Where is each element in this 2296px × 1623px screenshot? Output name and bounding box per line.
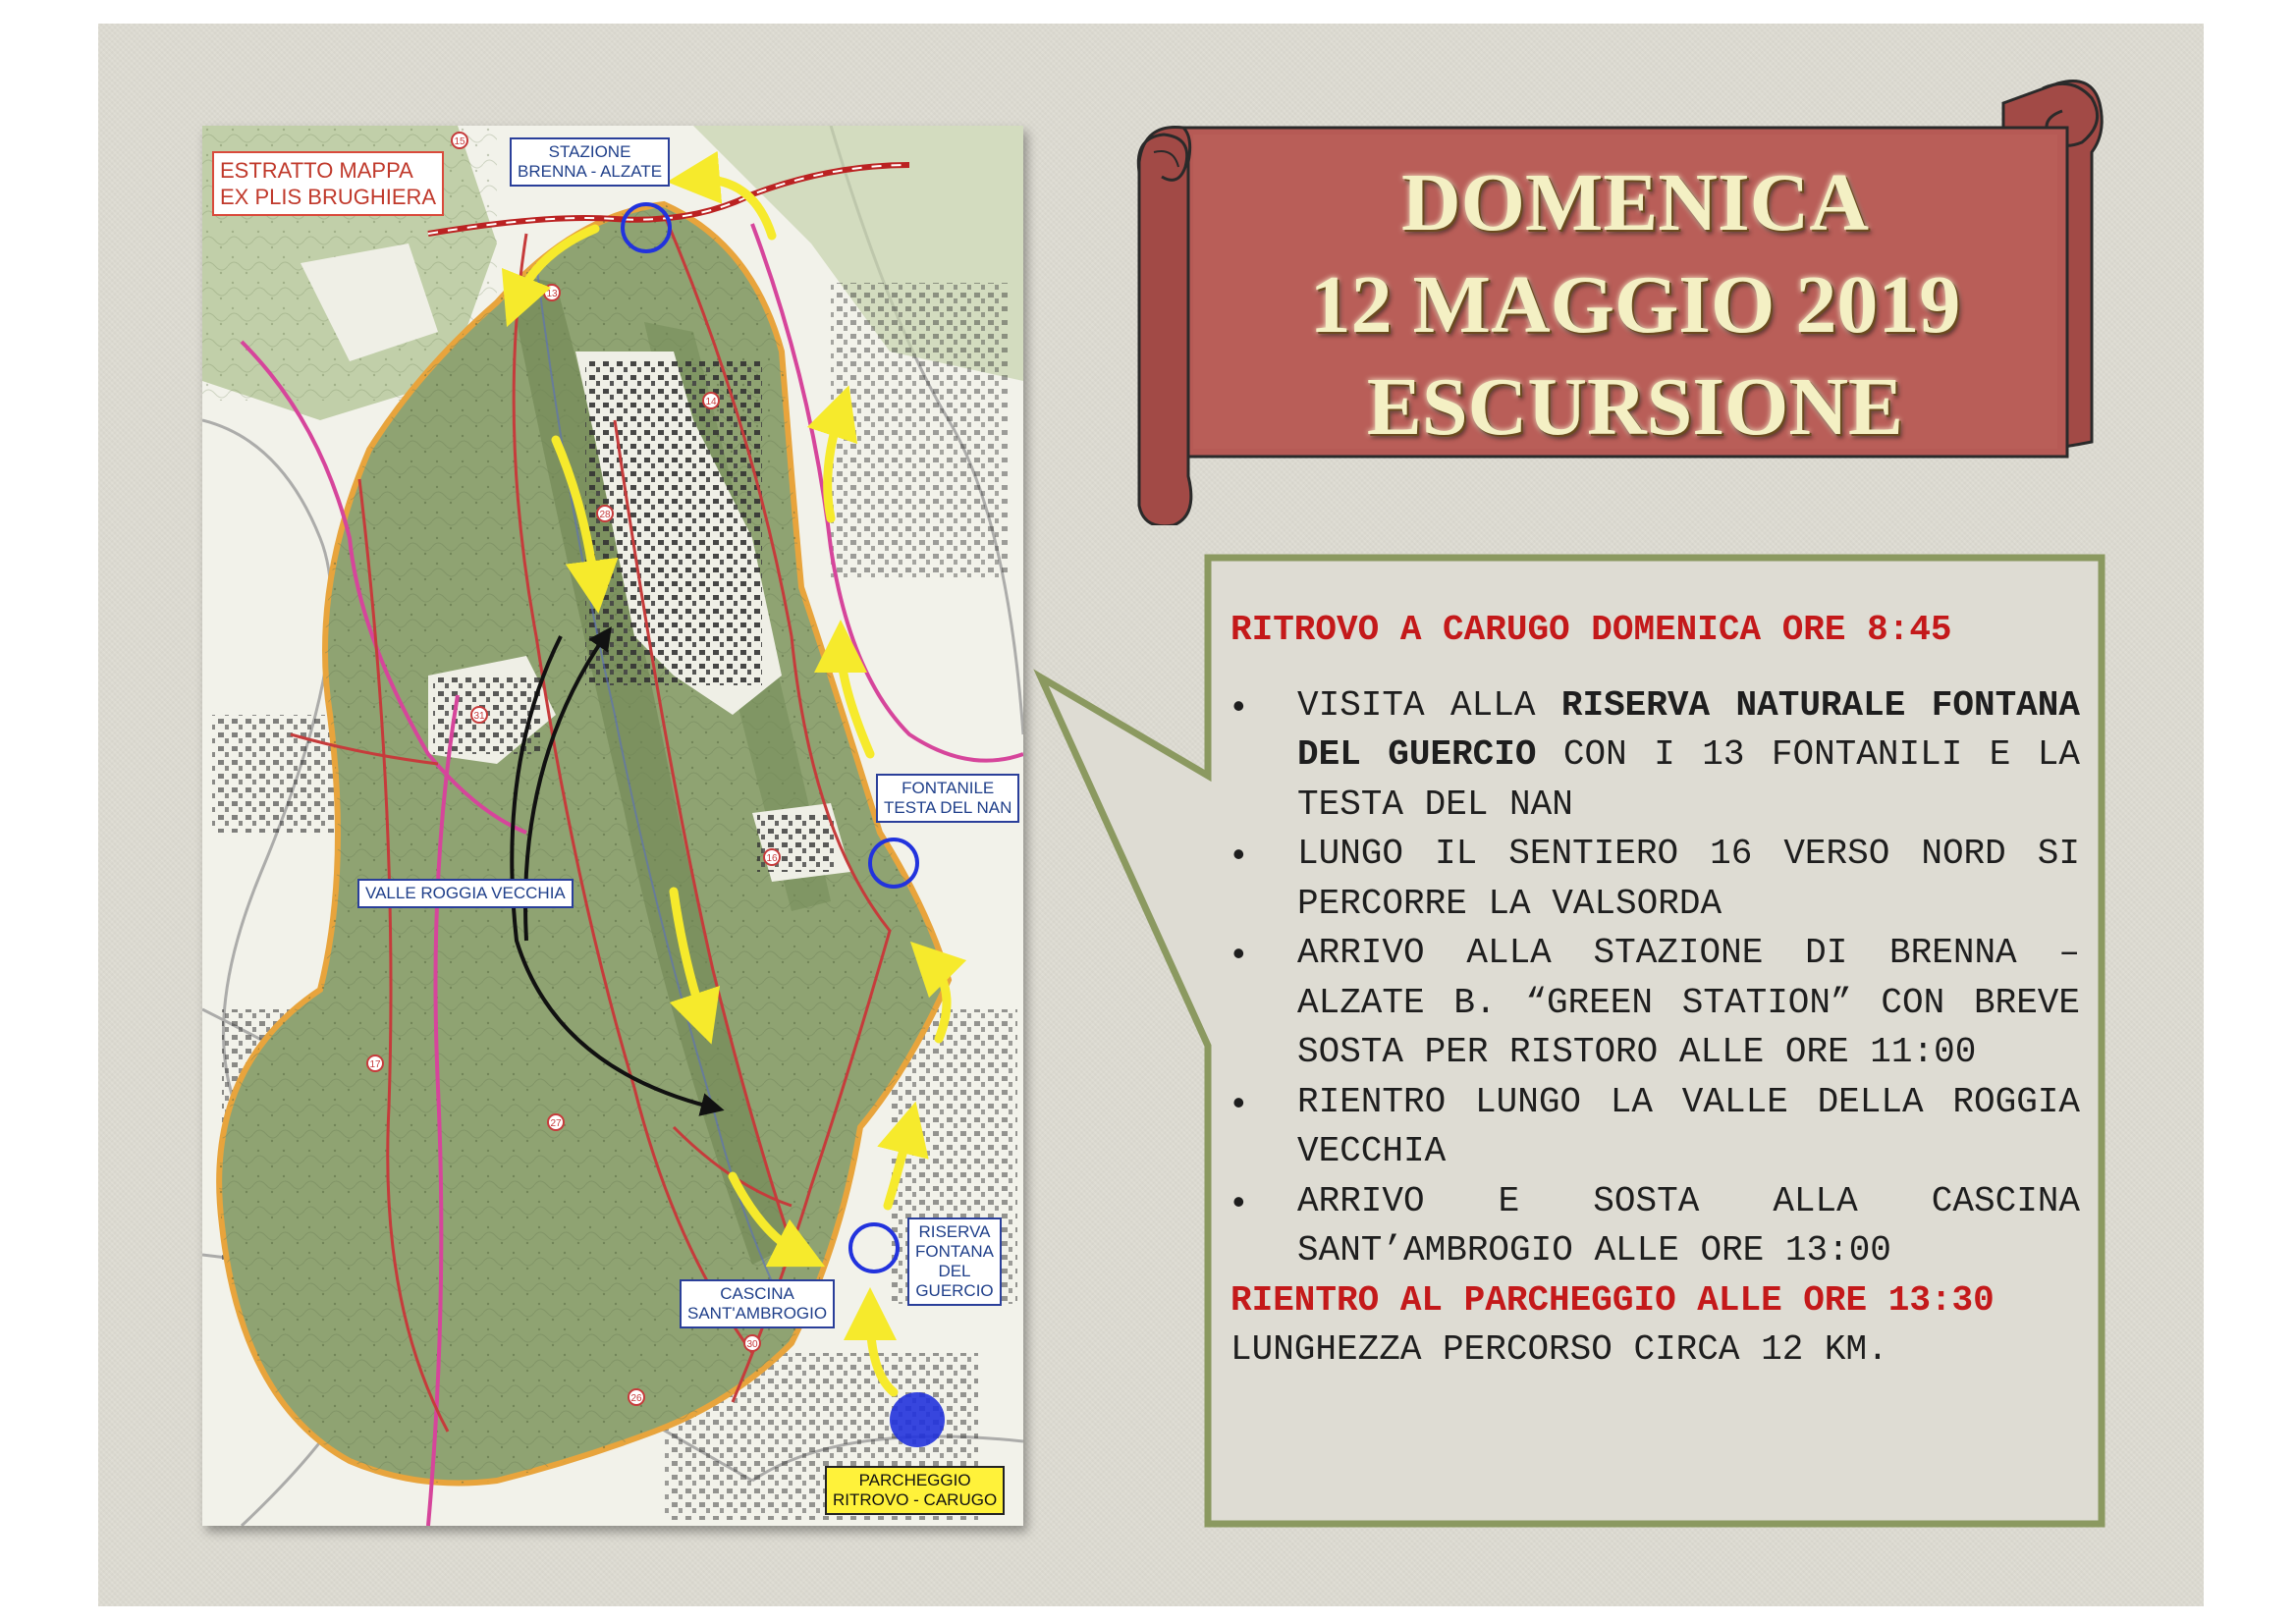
return-time: RIENTRO AL PARCHEGGIO ALLE ORE 13:30 [1230,1279,1995,1321]
label-riserva-line-4: GUERCIO [915,1281,994,1300]
label-riserva-line-3: DEL [938,1262,971,1280]
trail-number-label: 17 [369,1059,381,1070]
itinerary-item [1230,929,2080,1078]
itinerary-item [1230,1177,2080,1276]
title-line-day: DOMENICA [1401,157,1869,248]
title-line-event: ESCURSIONE [1366,361,1904,453]
label-stazione-line-1: STAZIONE [548,142,631,161]
itinerary-text: RIENTRO LUNGO LA VALLE DELLA ROGGIA VECCHIA [1297,1081,2080,1171]
itinerary-text: ARRIVO ALLA STAZIONE DI BRENNA – ALZATE B. “GREEN STATION” CON BREVE SOSTA PER RISTORO ALLE ORE 11:00 [1297,933,2080,1072]
title-line-date: 12 MAGGIO 2019 [1309,259,1961,351]
itinerary-list [1230,681,2080,1276]
label-valle [357,879,574,908]
trail-number-label: 27 [550,1118,562,1129]
event-title [1203,152,2067,459]
label-valle-line: VALLE ROGGIA VECCHIA [365,884,566,902]
label-parcheggio-line-2: RITROVO - CARUGO [833,1490,998,1509]
itinerary-highlight: RISERVA NATURALE FONTANA DEL GUERCIO [1297,684,2080,775]
label-riserva [907,1217,1002,1306]
itinerary-item [1230,830,2080,929]
trail-number-label: 26 [630,1393,642,1404]
info-text [1230,606,2080,1376]
label-stazione-line-2: BRENNA - ALZATE [518,162,663,181]
map-drawing [202,126,1023,1526]
route-length: LUNGHEZZA PERCORSO CIRCA 12 KM. [1230,1329,1888,1370]
label-riserva-line-2: FONTANA [915,1242,994,1261]
label-cascina [680,1279,835,1328]
trail-number-label: 15 [454,136,465,147]
trail-number-label: 13 [546,289,558,299]
label-stazione [510,137,670,187]
itinerary-text: LUNGO IL SENTIERO 16 VERSO NORD SI PERCORRE LA VALSORDA [1297,834,2080,924]
itinerary-text-cont: CON I 13 FONTANILI E LA TESTA DEL NAN [1297,734,2081,825]
trail-number-label: 14 [705,397,717,407]
label-parcheggio-line-1: PARCHEGGIO [858,1471,971,1489]
itinerary-text: VISITA ALLA [1297,684,1561,726]
trail-number-label: 28 [599,510,611,520]
label-fontanile-line-2: TESTA DEL NAN [884,798,1012,817]
map-title-line-2: EX PLIS BRUGHIERA [220,185,437,209]
meeting-time: RITROVO A CARUGO DOMENICA ORE 8:45 [1230,610,1952,650]
map-title-line-1: ESTRATTO MAPPA [220,158,413,183]
parking-marker [890,1392,945,1447]
label-cascina-line-1: CASCINA [720,1284,794,1303]
trail-number-label: 30 [746,1339,758,1350]
trail-map [202,126,1023,1526]
label-parcheggio [825,1466,1005,1515]
itinerary-item [1230,1078,2080,1177]
label-fontanile-line-1: FONTANILE [902,779,995,797]
itinerary-text: ARRIVO E SOSTA ALLA CASCINA SANT’AMBROGIO ALLE ORE 13:00 [1297,1180,2080,1271]
label-fontanile [876,774,1019,823]
label-riserva-line-1: RISERVA [918,1222,991,1241]
trail-number-label: 31 [473,711,485,722]
trail-number-label: 16 [766,853,778,864]
map-title [212,151,444,216]
label-cascina-line-2: SANT'AMBROGIO [687,1304,828,1323]
itinerary-item [1230,681,2080,831]
